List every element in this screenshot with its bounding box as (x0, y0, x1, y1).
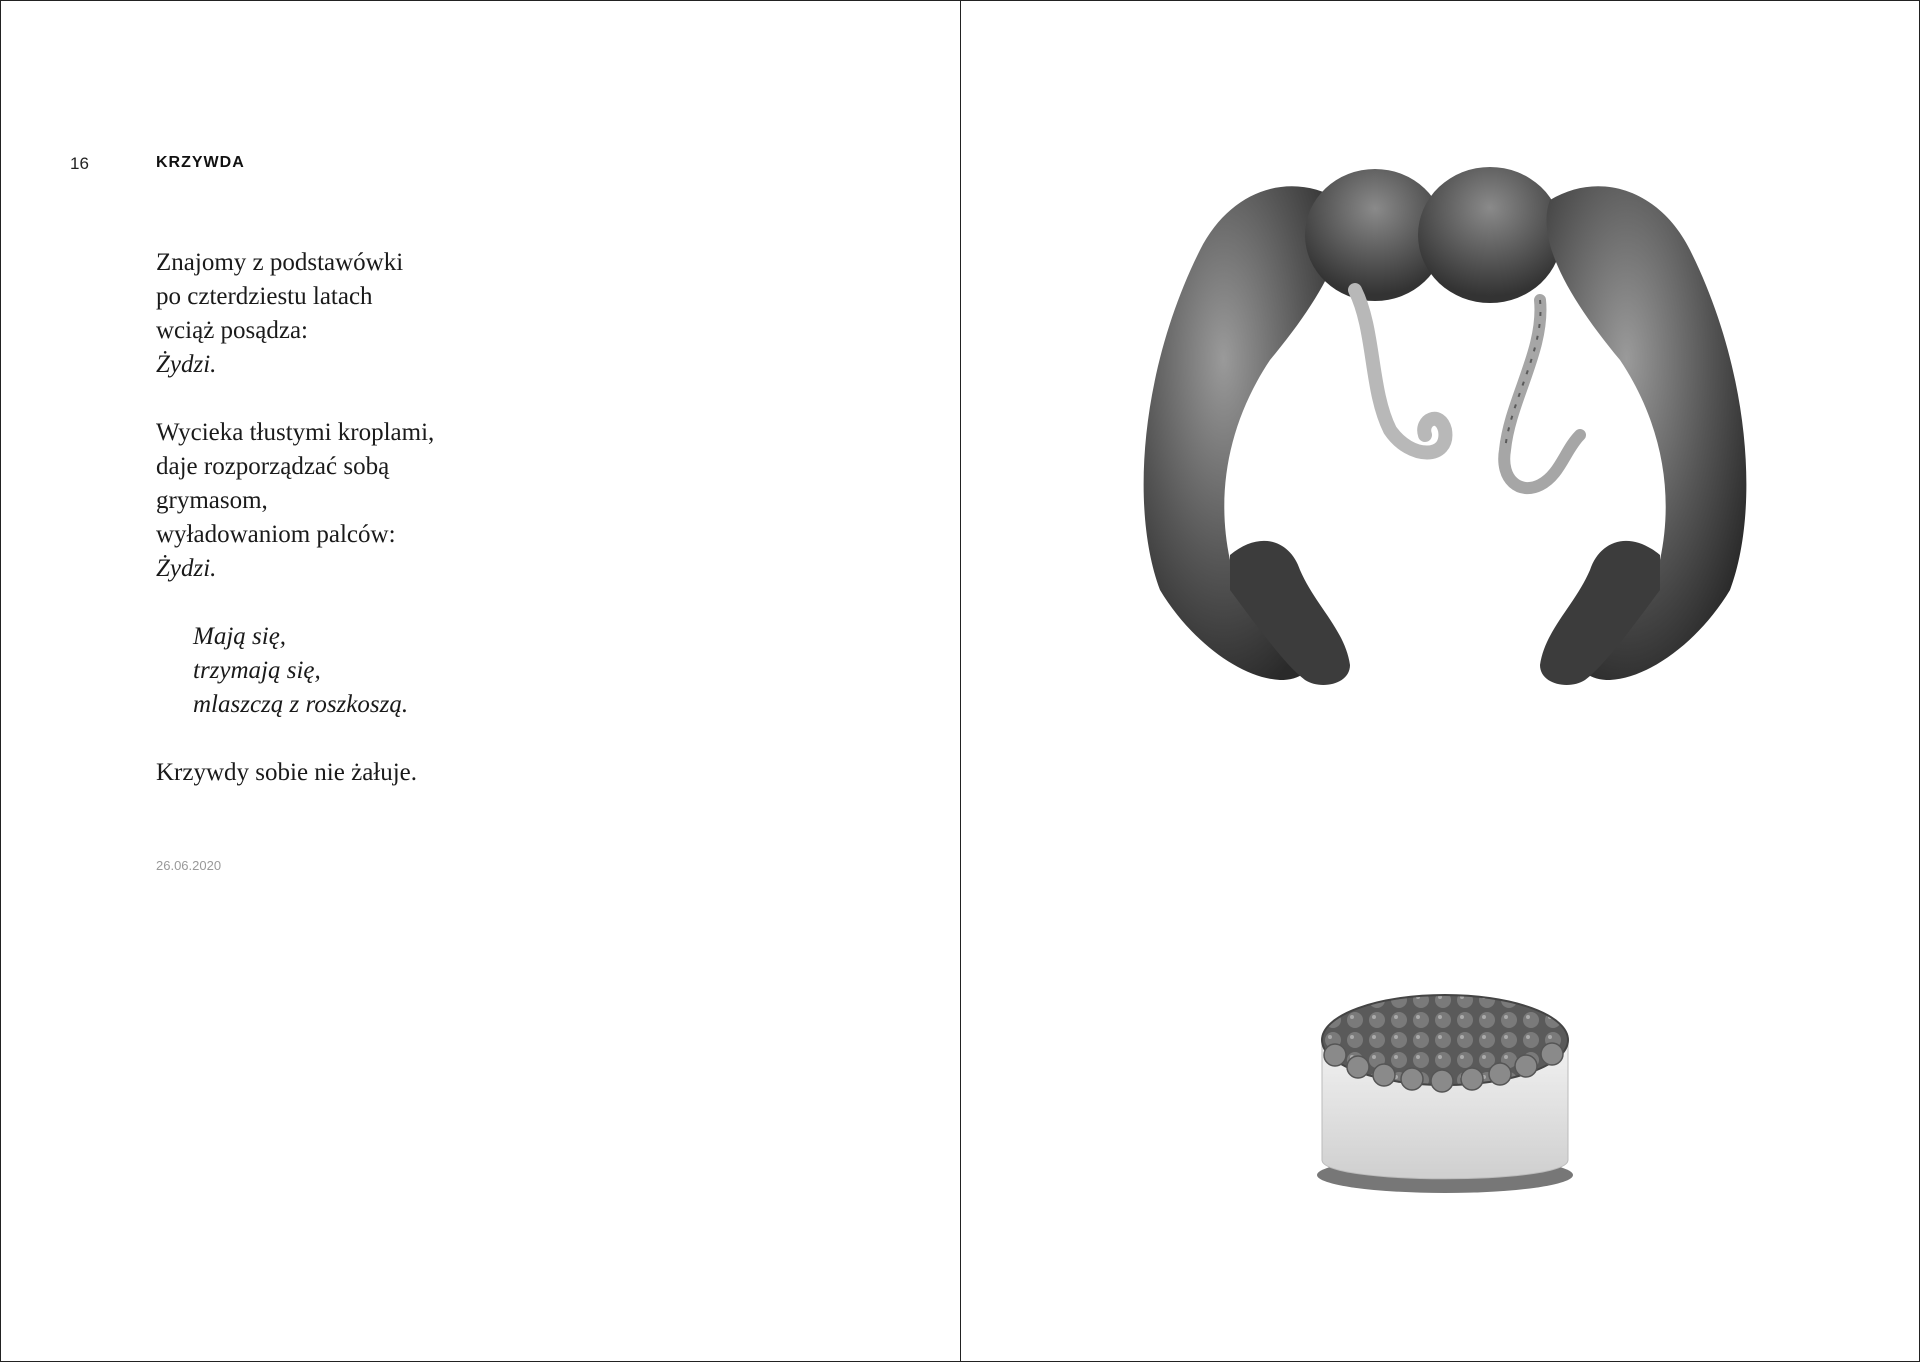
stanza-1 (156, 246, 796, 382)
poem-line: daje rozporządzać sobą (156, 453, 390, 480)
cake-icon (1300, 970, 1590, 1200)
page-gutter (960, 0, 961, 1362)
poem-line: Znajomy z podstawówki (156, 249, 404, 276)
poem-line: Krzywdy sobie nie żałuje. (156, 759, 418, 786)
worm-left (1355, 290, 1445, 453)
stanza-4 (156, 756, 796, 790)
stanza-3 (156, 620, 796, 722)
poem-line: Wycieka tłustymi kroplami, (156, 419, 435, 446)
poem-line: trzymają się, (193, 657, 321, 684)
poem-line: wyładowaniom palców: (156, 521, 396, 548)
poem-line: Żydzi. (156, 555, 217, 582)
poem-line: Żydzi. (156, 351, 217, 378)
poem-line: wciąż posądza: (156, 317, 309, 344)
page-number: 16 (70, 154, 89, 173)
poem-body (156, 246, 796, 824)
poem-date: 26.06.2020 (156, 858, 222, 873)
poem-line: grymasom, (156, 487, 268, 514)
collage-figure-icon (1120, 160, 1770, 700)
right-buttock (1418, 167, 1562, 303)
poem-line: Mają się, (193, 623, 287, 650)
stanza-2 (156, 416, 796, 586)
poem-line: mlaszczą z roszkoszą. (193, 691, 409, 718)
poem-title: KRZYWDA (156, 154, 245, 171)
poem-line: po czterdziestu latach (156, 283, 373, 310)
worm-right (1504, 300, 1580, 488)
